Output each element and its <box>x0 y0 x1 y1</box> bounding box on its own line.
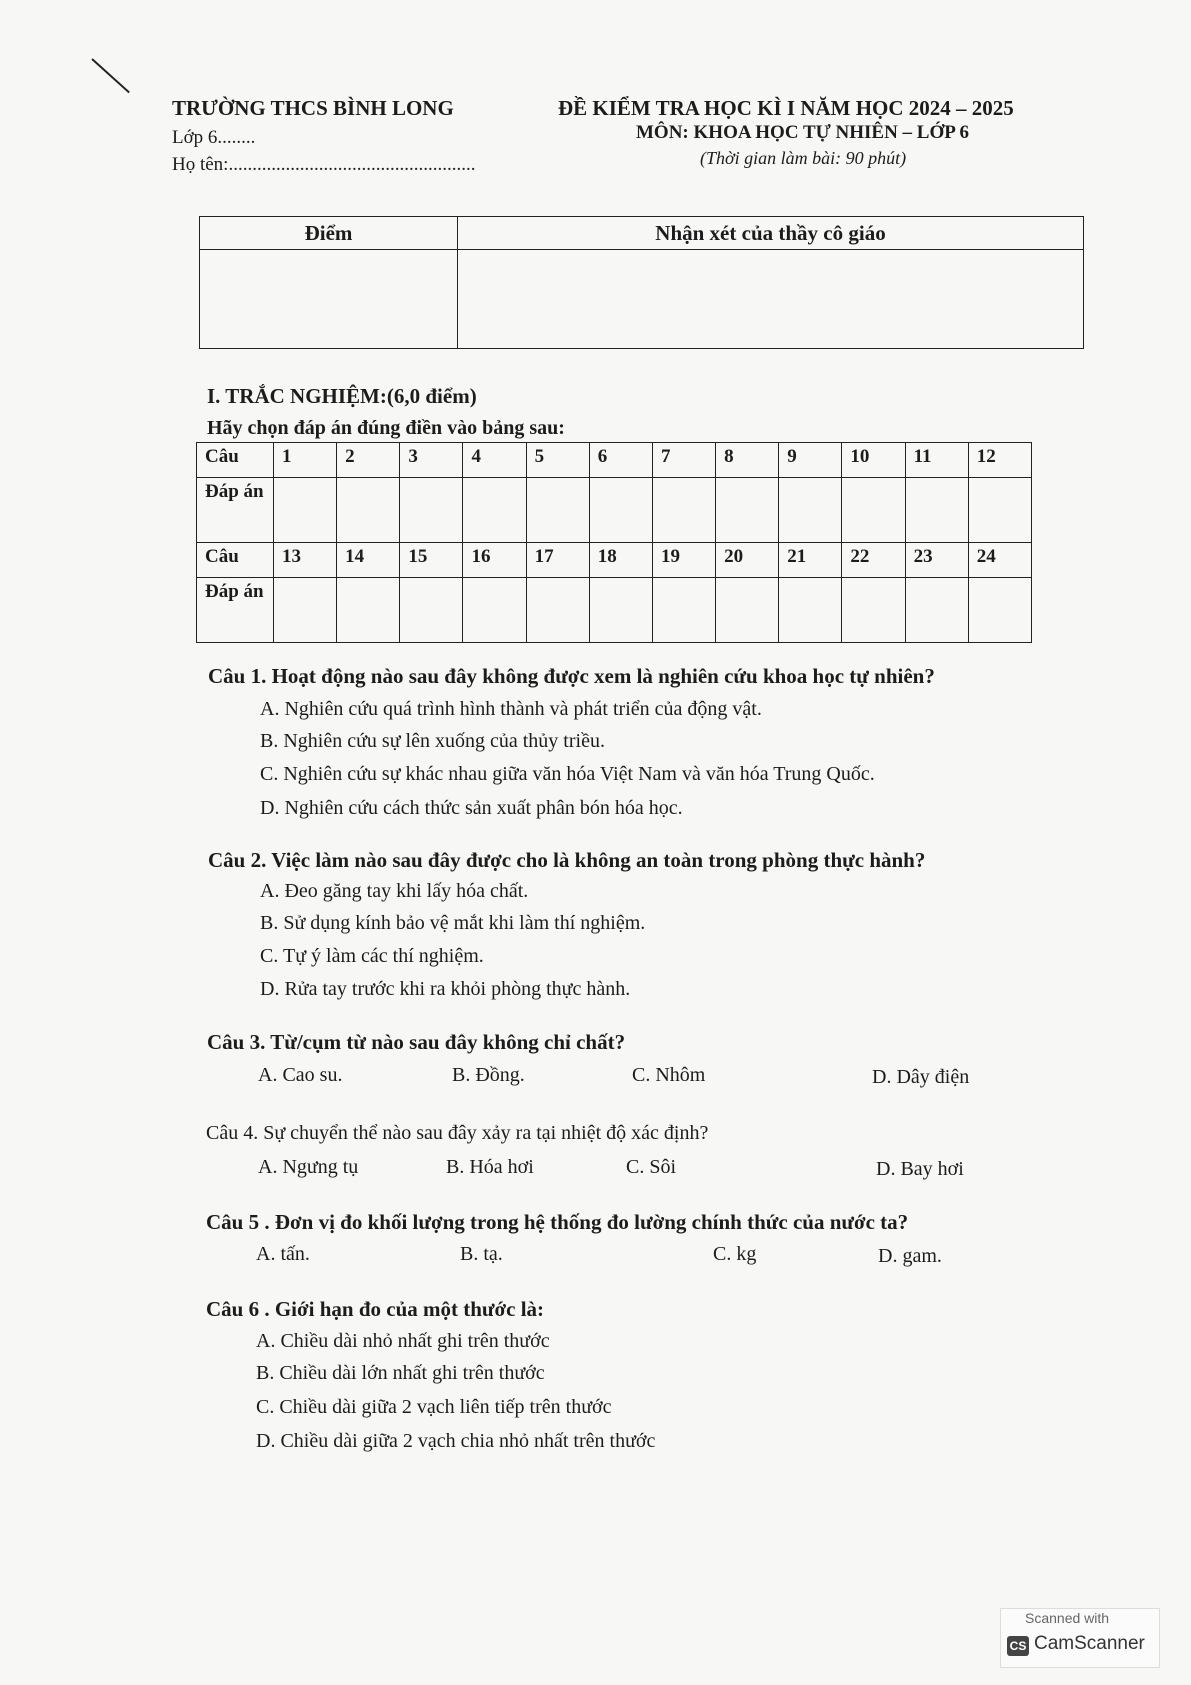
question-3-option-b: B. Đồng. <box>452 1064 525 1086</box>
answer-cell[interactable] <box>589 578 652 643</box>
question-2-label: Câu 2. Việc làm nào sau đây được cho là không an toàn trong phòng thực hành? <box>208 848 926 872</box>
question-number: 10 <box>842 443 905 478</box>
answer-cell[interactable] <box>463 578 526 643</box>
question-1-option-b: B. Nghiên cứu sự lên xuống của thủy triều. <box>260 730 605 752</box>
watermark-brand: CamScanner <box>1034 1633 1145 1654</box>
answer-cell[interactable] <box>337 578 400 643</box>
question-number: 16 <box>463 543 526 578</box>
question-3-option-a: A. Cao su. <box>258 1064 343 1086</box>
class-line: Lớp 6........ <box>172 127 256 148</box>
watermark-caption: Scanned with <box>1025 1610 1110 1626</box>
comment-cell[interactable] <box>458 250 1084 349</box>
question-number: 18 <box>589 543 652 578</box>
question-number: 19 <box>652 543 715 578</box>
answer-cell[interactable] <box>905 578 968 643</box>
answer-cell[interactable] <box>716 578 779 643</box>
answer-cell[interactable] <box>337 478 400 543</box>
question-6-option-b: B. Chiều dài lớn nhất ghi trên thước <box>256 1362 545 1384</box>
question-number: 21 <box>779 543 842 578</box>
answer-table <box>196 442 1032 643</box>
question-5-option-a: A. tấn. <box>256 1243 310 1265</box>
answer-cell[interactable] <box>779 478 842 543</box>
score-cell[interactable] <box>200 250 458 349</box>
answer-cell[interactable] <box>968 478 1031 543</box>
question-4-option-b: B. Hóa hơi <box>446 1156 534 1178</box>
question-number: 8 <box>716 443 779 478</box>
comment-header: Nhận xét của thầy cô giáo <box>458 217 1084 250</box>
row-label-question: Câu <box>197 543 274 578</box>
question-5-option-b: B. tạ. <box>460 1243 503 1265</box>
question-3-option-c: C. Nhôm <box>632 1064 706 1086</box>
question-2-option-c: C. Tự ý làm các thí nghiệm. <box>260 945 484 967</box>
question-5-option-c: C. kg <box>713 1243 757 1265</box>
question-number: 4 <box>463 443 526 478</box>
answer-cell[interactable] <box>652 478 715 543</box>
answer-cell[interactable] <box>779 578 842 643</box>
question-1-option-a: A. Nghiên cứu quá trình hình thành và phát triển của động vật. <box>260 698 762 720</box>
duration-line: (Thời gian làm bài: 90 phút) <box>700 148 907 168</box>
question-number: 17 <box>526 543 589 578</box>
answer-cell[interactable] <box>400 578 463 643</box>
question-6-option-c: C. Chiều dài giữa 2 vạch liên tiếp trên thước <box>256 1396 612 1418</box>
question-3-option-d: D. Dây điện <box>872 1066 970 1088</box>
question-number: 13 <box>274 543 337 578</box>
question-number: 6 <box>589 443 652 478</box>
question-number: 9 <box>779 443 842 478</box>
question-number: 3 <box>400 443 463 478</box>
question-6-option-d: D. Chiều dài giữa 2 vạch chia nhỏ nhất trên thước <box>256 1430 656 1452</box>
question-number: 2 <box>337 443 400 478</box>
question-2-option-a: A. Đeo găng tay khi lấy hóa chất. <box>260 880 529 902</box>
question-4-option-a: A. Ngưng tụ <box>258 1156 359 1178</box>
question-4-option-c: C. Sôi <box>626 1156 677 1178</box>
answer-cell[interactable] <box>526 578 589 643</box>
question-1-option-c: C. Nghiên cứu sự khác nhau giữa văn hóa Việt Nam và văn hóa Trung Quốc. <box>260 763 875 785</box>
score-header: Điểm <box>200 217 458 250</box>
answer-cell[interactable] <box>274 478 337 543</box>
answer-cell[interactable] <box>968 578 1031 643</box>
school-name: TRƯỜNG THCS BÌNH LONG <box>172 96 454 120</box>
question-2-option-b: B. Sử dụng kính bảo vệ mắt khi làm thí nghiệm. <box>260 912 646 934</box>
question-number: 11 <box>905 443 968 478</box>
answer-cell[interactable] <box>274 578 337 643</box>
question-5-label: Câu 5 . Đơn vị đo khối lượng trong hệ thống đo lường chính thức của nước ta? <box>206 1210 909 1234</box>
answer-cell[interactable] <box>842 578 905 643</box>
score-table <box>199 216 1084 349</box>
question-1-label: Câu 1. Hoạt động nào sau đây không được xem là nghiên cứu khoa học tự nhiên? <box>208 664 935 688</box>
question-5-option-d: D. gam. <box>878 1245 942 1267</box>
question-1-option-d: D. Nghiên cứu cách thức sản xuất phân bón hóa học. <box>260 797 683 819</box>
answer-cell[interactable] <box>526 478 589 543</box>
question-6-label: Câu 6 . Giới hạn đo của một thước là: <box>206 1297 545 1321</box>
section-title: I. TRẮC NGHIỆM:(6,0 điểm) <box>207 384 477 408</box>
question-2-option-d: D. Rửa tay trước khi ra khỏi phòng thực hành. <box>260 978 631 1000</box>
answer-cell[interactable] <box>842 478 905 543</box>
question-number: 1 <box>274 443 337 478</box>
question-number: 24 <box>968 543 1031 578</box>
answer-cell[interactable] <box>716 478 779 543</box>
question-6-option-a: A. Chiều dài nhỏ nhất ghi trên thước <box>256 1330 550 1352</box>
subject-line: MÔN: KHOA HỌC TỰ NHIÊN – LỚP 6 <box>636 122 970 143</box>
pen-mark <box>91 58 129 93</box>
question-number: 20 <box>716 543 779 578</box>
question-number: 23 <box>905 543 968 578</box>
question-4-label: Câu 4. Sự chuyển thể nào sau đây xảy ra tại nhiệt độ xác định? <box>206 1122 709 1144</box>
answer-cell[interactable] <box>400 478 463 543</box>
exam-title: ĐỀ KIỂM TRA HỌC KÌ I NĂM HỌC 2024 – 2025 <box>558 96 1014 120</box>
answer-cell[interactable] <box>589 478 652 543</box>
camscanner-icon: CS <box>1007 1636 1029 1656</box>
question-3-label: Câu 3. Từ/cụm từ nào sau đây không chỉ chất? <box>207 1030 626 1054</box>
row-label-answer: Đáp án <box>197 478 274 543</box>
question-number: 7 <box>652 443 715 478</box>
question-4-option-d: D. Bay hơi <box>876 1158 964 1180</box>
answer-cell[interactable] <box>652 578 715 643</box>
question-number: 15 <box>400 543 463 578</box>
question-number: 12 <box>968 443 1031 478</box>
question-number: 22 <box>842 543 905 578</box>
section-instruction: Hãy chọn đáp án đúng điền vào bảng sau: <box>207 417 565 439</box>
row-label-question: Câu <box>197 443 274 478</box>
question-number: 14 <box>337 543 400 578</box>
answer-cell[interactable] <box>463 478 526 543</box>
answer-cell[interactable] <box>905 478 968 543</box>
row-label-answer: Đáp án <box>197 578 274 643</box>
question-number: 5 <box>526 443 589 478</box>
student-name-line: Họ tên:.................................................... <box>172 154 476 175</box>
